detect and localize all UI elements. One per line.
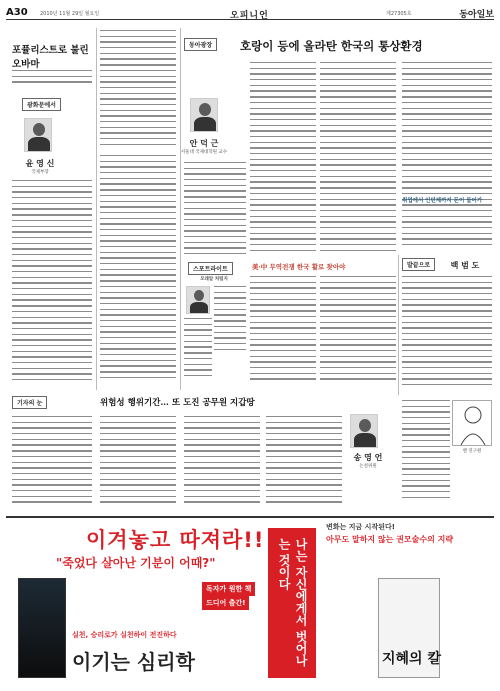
col1-author-role: 국제부장 <box>31 170 49 175</box>
sports-photo <box>186 286 210 314</box>
col4-author-role: 밸 연구원 <box>462 449 482 454</box>
sports-tag: 스포트라이트 <box>188 262 233 275</box>
col2-author-name: 안 덕 근 <box>189 138 219 148</box>
ad-book1-badge1: 독자가 원한 책 <box>202 582 255 596</box>
column-divider <box>180 28 181 390</box>
column-divider <box>96 28 97 390</box>
col3-body-d <box>402 62 492 252</box>
bottom-body-1 <box>12 416 92 511</box>
bottom-author-photo <box>350 414 378 448</box>
col2-body-top <box>100 30 176 150</box>
ad-book1-cta[interactable]: 실천, 승리로가 실천하이 전진하다 <box>72 631 177 639</box>
ad-book1-badge2: 드디어 출간! <box>202 596 249 610</box>
col1-headline: 포퓰리스트로 불린 오바마 <box>12 45 89 70</box>
col4-sub-headline: 취업에서 인턴제까지 돈이 들어가 <box>402 198 483 204</box>
col2-body <box>100 155 176 385</box>
newspaper-name: 동아일보 <box>459 10 494 20</box>
ad-subheadline: "죽었다 살아난 기분이 어때?" <box>56 556 216 570</box>
col2-author-role: 서울대 국제대학원 교수 <box>180 150 228 155</box>
ad-book1-title: 이기는 심리학 <box>72 650 195 674</box>
issue-number: 제27305호 <box>386 11 412 17</box>
page-number: A30 <box>6 7 28 18</box>
bottom-body-4 <box>266 416 342 511</box>
sports-body-2 <box>184 318 212 386</box>
col3-headline: 호랑이 등에 올라탄 한국의 통상환경 <box>240 39 423 53</box>
col4-cartoon <box>452 400 492 446</box>
col4-author-name: 백 범 도 <box>450 260 480 270</box>
col1-author-name: 윤 영 신 <box>25 158 55 168</box>
page-header <box>6 6 494 20</box>
col3-body-c <box>320 62 396 258</box>
col1-body-top <box>12 70 92 90</box>
ad-headline: 이겨놓고 따져라!! <box>86 528 265 552</box>
advertisement[interactable] <box>6 516 494 685</box>
bottom-body-2 <box>100 416 176 511</box>
publication-date: 2010년 11월 29일 월요일 <box>40 11 100 17</box>
bottom-author-name: 송 영 언 <box>353 452 383 462</box>
section-title: 오피니언 <box>230 11 269 21</box>
ad-book1-cover <box>18 578 66 678</box>
col3-body-e <box>250 276 316 386</box>
ad-book3-title: 지혜의 칼 <box>382 651 441 667</box>
col2-column-tag: 동아광장 <box>184 38 217 51</box>
sports-body <box>214 286 246 356</box>
col2-author-photo <box>190 98 218 132</box>
col3-body-a <box>184 162 246 258</box>
ad-book3-sub: 아무도 말하지 않는 권모술수의 지략 <box>326 535 454 544</box>
col3-body-f <box>320 276 396 386</box>
col4-tag: 발끝으로 <box>402 258 435 271</box>
col4-body <box>402 276 492 396</box>
col3-body-b <box>250 62 316 258</box>
col1-column-tag: 광화문에서 <box>22 98 61 111</box>
bottom-strip-tag: 기자의 눈 <box>12 396 47 409</box>
col3-sub-headline: 美·中 무역전쟁 한국 활로 찾아야 <box>252 263 346 271</box>
col1-body <box>12 180 92 385</box>
bottom-body-3 <box>184 416 260 511</box>
sports-author: 모래알 처럼지 <box>200 277 228 282</box>
col4-body-2 <box>402 400 450 508</box>
col1-author-photo <box>24 118 52 152</box>
bottom-author-role: 논설위원 <box>359 464 377 469</box>
ad-book2-side-text: 나는 자신에게서 벗어나는 것이다 <box>277 538 308 667</box>
bottom-strip-headline: 위험성 행위기간… 또 도진 공무원 지갑땅 <box>100 398 255 408</box>
column-divider <box>398 255 399 395</box>
ad-book3-headline: 변화는 지금 시작된다! <box>326 523 395 531</box>
